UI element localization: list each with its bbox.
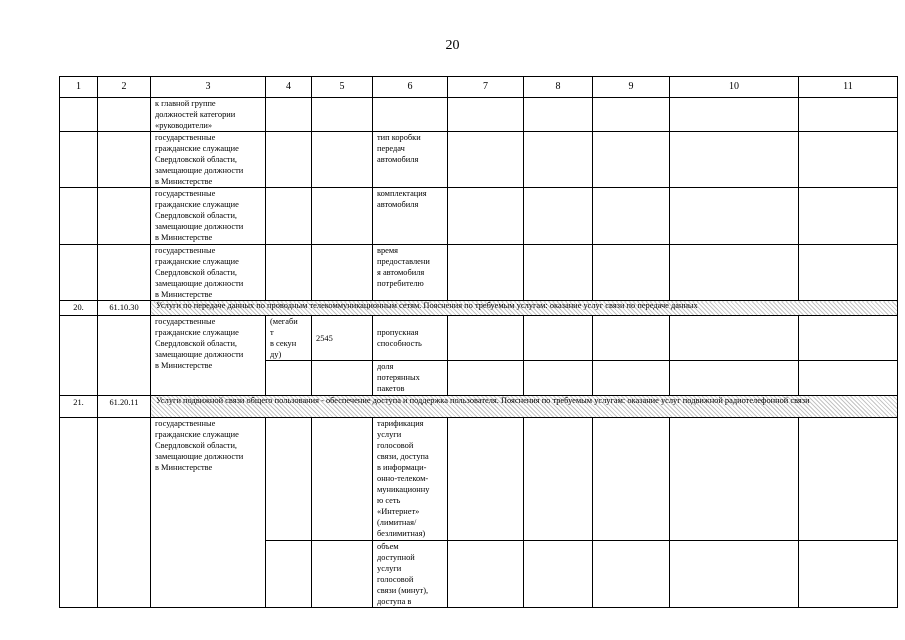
table-cell [799,245,898,301]
table-cell [266,188,312,245]
item-number: 21. [60,396,98,418]
table-cell [670,361,799,396]
header-cell: 8 [524,77,593,98]
table-cell [524,316,593,361]
table-cell [799,132,898,188]
table-cell [60,316,98,396]
table-cell [312,132,373,188]
table-cell [524,245,593,301]
table-cell [670,188,799,245]
characteristic-cell [373,98,448,132]
table-cell [670,245,799,301]
table-cell [524,188,593,245]
table-cell [266,98,312,132]
table-cell [60,245,98,301]
table-cell [60,132,98,188]
table-cell [670,418,799,541]
page-number: 20 [445,38,460,53]
table-cell [799,418,898,541]
group-cell: к главной группе должностей категории «руководители» [151,98,266,132]
header-cell: 7 [448,77,524,98]
table-cell [266,132,312,188]
unit-code-cell [312,361,373,396]
table-cell [266,541,312,608]
table-cell [448,316,524,361]
table-cell [448,541,524,608]
group-cell: государственные гражданские служащие Свердловской области, замещающие должности в Министерстве [151,316,266,396]
table-cell [593,98,670,132]
table-cell [312,245,373,301]
header-cell: 10 [670,77,799,98]
table-cell [98,418,151,608]
table-cell [98,188,151,245]
table-cell [98,316,151,396]
table-cell [799,188,898,245]
header-cell: 6 [373,77,448,98]
unit-cell [266,361,312,396]
characteristic-cell: тарификация услуги голосовой связи, доступа в информаци- онно-телеком- муникационну ю сеть «Интернет» (лимитная/ безлимитная) [373,418,448,541]
table-row [60,132,898,188]
table-cell [312,188,373,245]
table-cell [312,418,373,541]
characteristic-cell: пропускная способность [373,316,448,361]
characteristic-cell: доля потерянных пакетов [373,361,448,396]
header-row [60,77,898,98]
table-cell [266,245,312,301]
table-cell [448,418,524,541]
table-cell [524,418,593,541]
document-table [59,76,898,608]
table-cell [593,361,670,396]
characteristic-cell: тип коробки передач автомобиля [373,132,448,188]
group-cell: государственные гражданские служащие Свердловской области, замещающие должности в Министерстве [151,418,266,608]
table-cell [448,132,524,188]
table-cell [448,361,524,396]
table-cell [799,316,898,361]
item-number: 20. [60,301,98,316]
table-cell [593,188,670,245]
table-cell [593,418,670,541]
table-cell [98,98,151,132]
table-cell [60,98,98,132]
table-cell [524,132,593,188]
table-cell [524,541,593,608]
table-row [60,188,898,245]
header-cell: 3 [151,77,266,98]
table-cell [448,98,524,132]
group-cell: государственные гражданские служащие Свердловской области, замещающие должности в Министерстве [151,188,266,245]
table-cell [670,98,799,132]
group-cell: государственные гражданские служащие Свердловской области, замещающие должности в Министерстве [151,132,266,188]
table-cell [799,541,898,608]
table-cell [670,132,799,188]
table-cell [593,245,670,301]
header-cell: 5 [312,77,373,98]
group-cell: государственные гражданские служащие Свердловской области, замещающие должности в Министерстве [151,245,266,301]
unit-cell: (мегаби т в секун ду) [266,316,312,361]
table-cell [60,188,98,245]
table-cell [524,361,593,396]
characteristic-cell: комплектация автомобиля [373,188,448,245]
section-title: Услуги по передаче данных по проводным телекоммуникационным сетям. Пояснения по требуемым услугам: оказание услуг связи по передаче данных [151,301,898,316]
header-cell: 1 [60,77,98,98]
characteristic-cell: объем доступной услуги голосовой связи (минут), доступа в [373,541,448,608]
table-cell [799,361,898,396]
table-cell [670,541,799,608]
header-cell: 9 [593,77,670,98]
table-row [60,245,898,301]
table-cell [312,541,373,608]
table-cell [60,418,98,608]
table-cell [593,316,670,361]
table-cell [448,188,524,245]
table-cell [670,316,799,361]
header-cell: 2 [98,77,151,98]
table-cell [312,98,373,132]
table-cell [98,245,151,301]
header-cell: 11 [799,77,898,98]
table-cell [593,541,670,608]
okpd-code: 61.20.11 [98,396,151,418]
section-title: Услуги подвижной связи общего пользования - обеспечение доступа и поддержка пользователя. Пояснения по требуемым услугам: оказание услуг подвижной радиотелефонной связи [151,396,898,418]
table-row [60,418,898,541]
table-cell [593,132,670,188]
table-cell [799,98,898,132]
table-cell [524,98,593,132]
table-cell [98,132,151,188]
table-row [60,316,898,361]
section-header-row [60,396,898,418]
header-cell: 4 [266,77,312,98]
table-cell [266,418,312,541]
characteristic-cell: время предоставлени я автомобиля потребителю [373,245,448,301]
okpd-code: 61.10.30 [98,301,151,316]
section-header-row [60,301,898,316]
table-cell [448,245,524,301]
table-row [60,98,898,132]
unit-code-cell: 2545 [312,316,373,361]
